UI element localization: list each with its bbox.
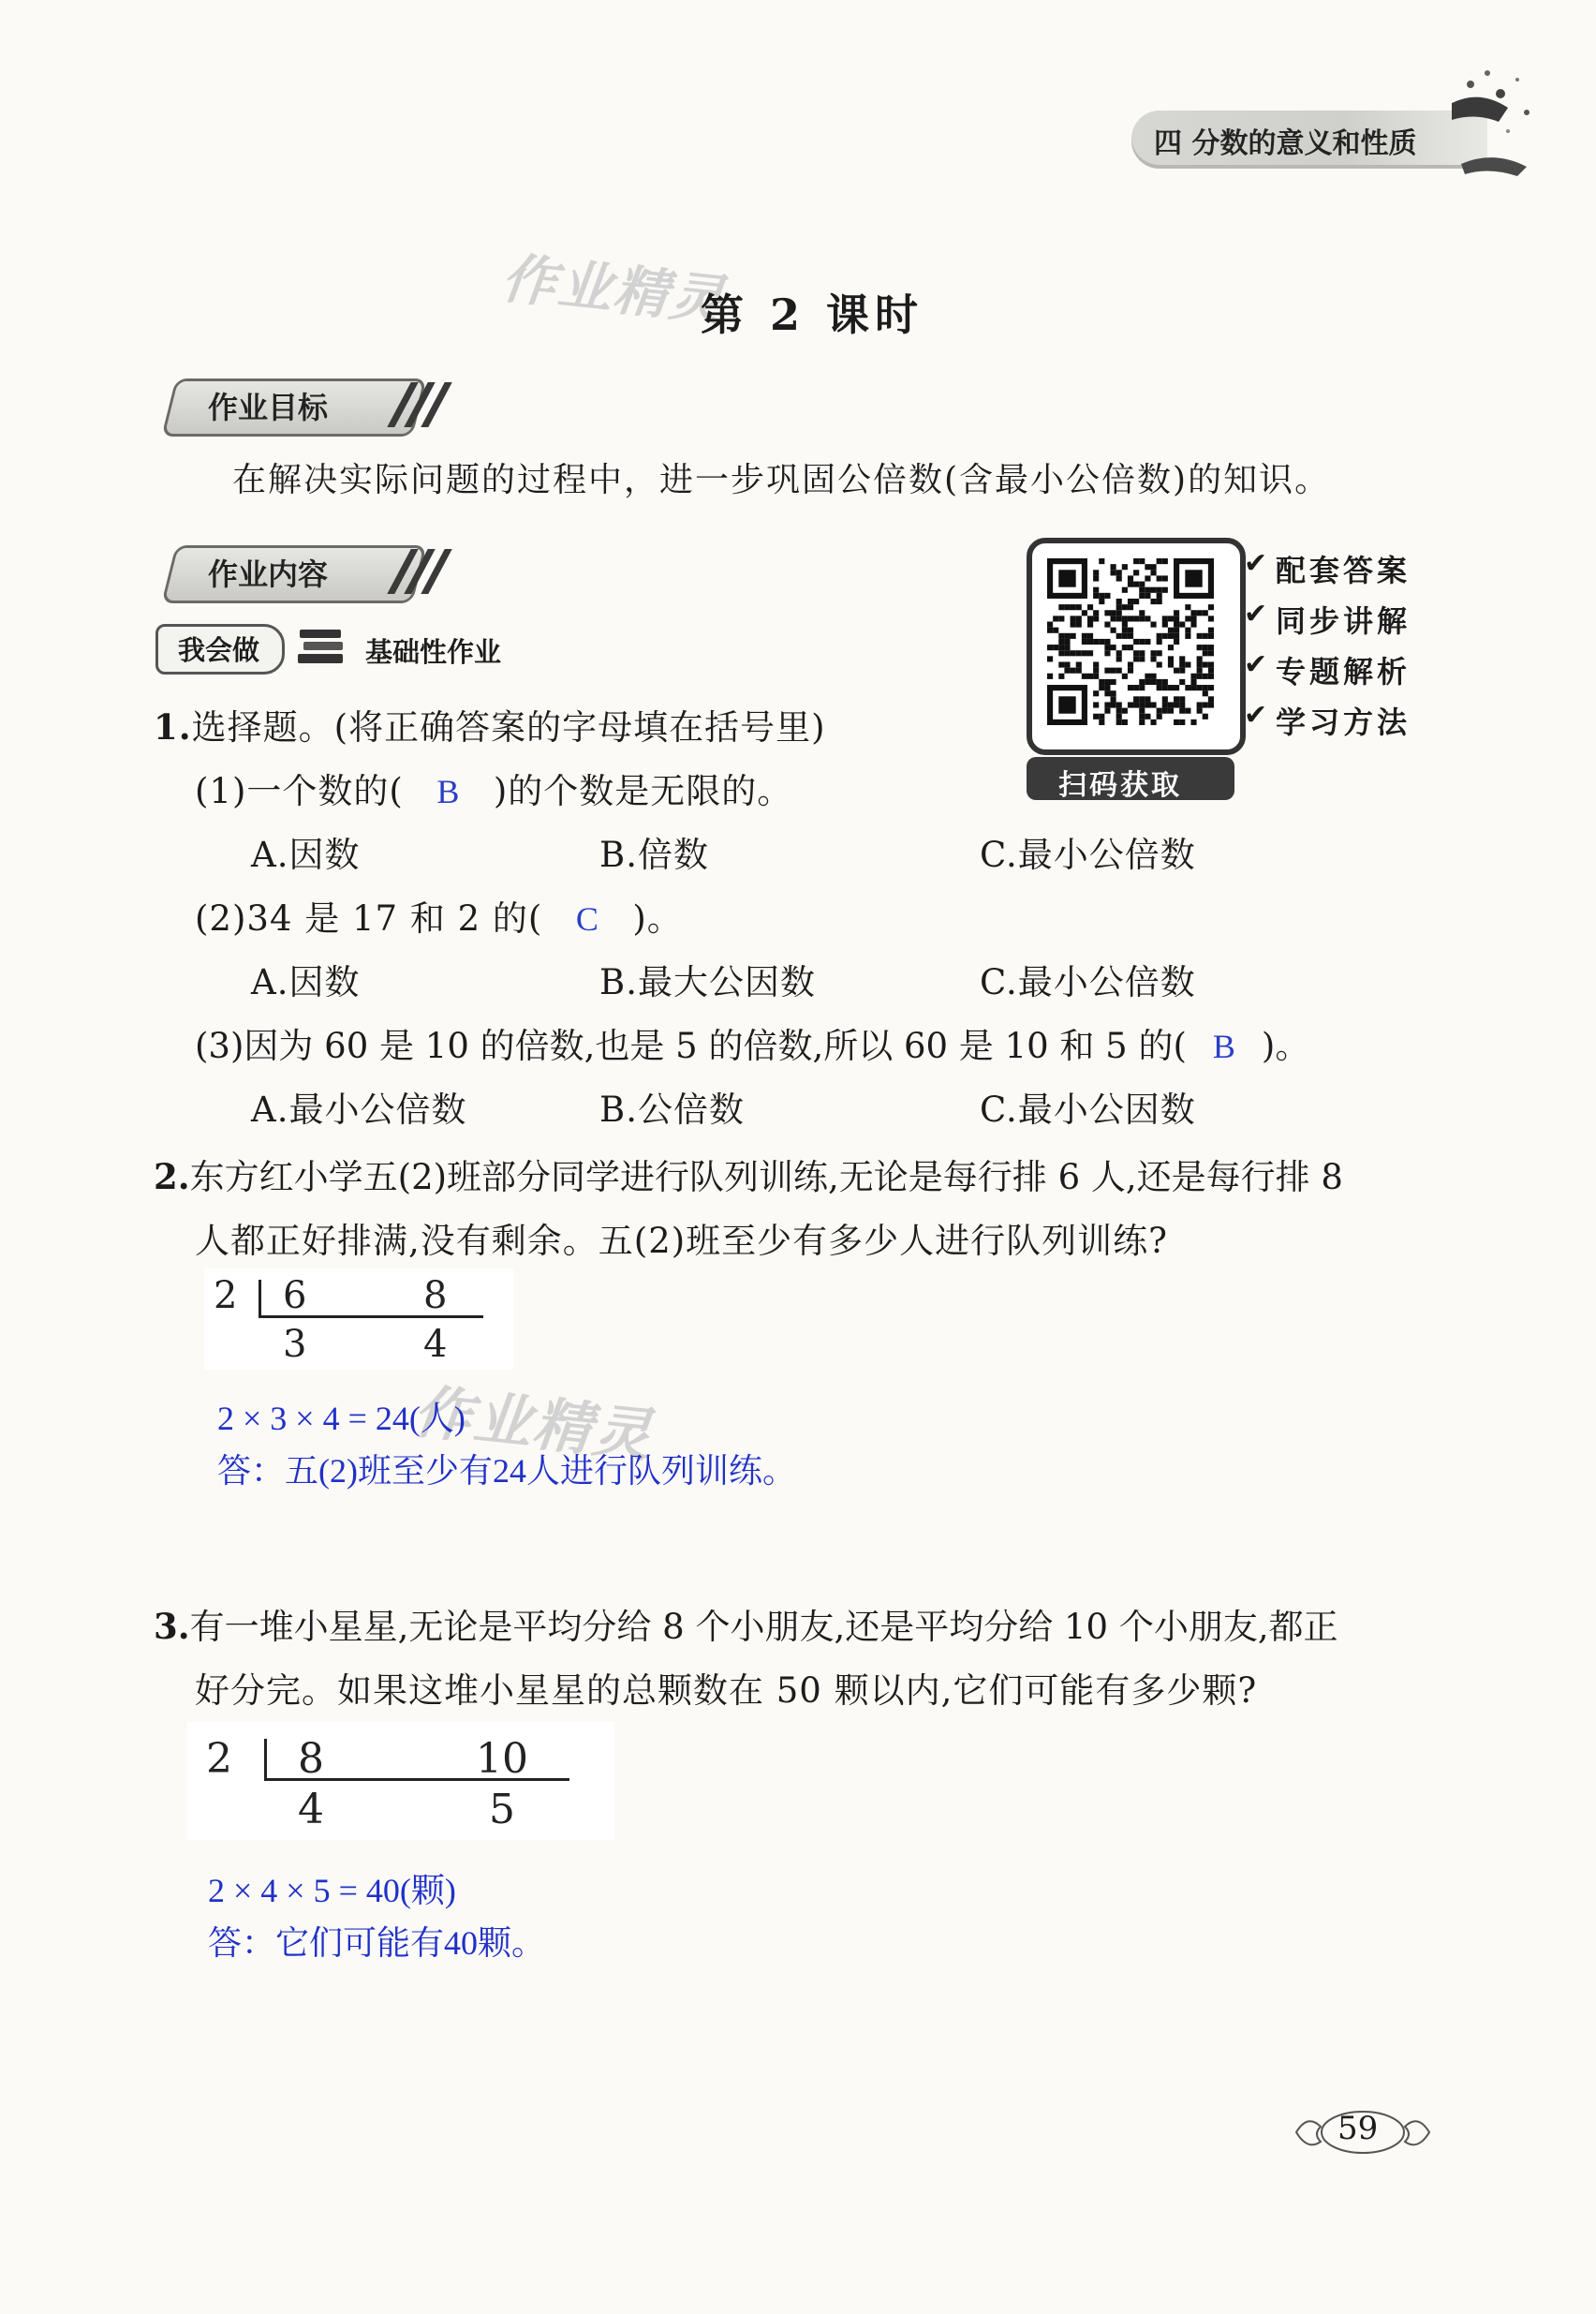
wohui-badge-label: 我会做: [178, 634, 260, 666]
q1-item-3-answer: B: [1212, 1028, 1235, 1065]
division-bar: [259, 1280, 261, 1317]
q1-item-1-answer: B: [436, 773, 461, 810]
q3-calculation: 2 × 4 × 5 = 40(颗): [208, 1872, 456, 1909]
division-top-1: 8: [298, 1735, 324, 1783]
question-1-stem: [154, 699, 826, 749]
check-icon: ✔: [1244, 598, 1268, 630]
division-divisor: 2: [206, 1735, 232, 1783]
division-bar: [264, 1739, 267, 1780]
q1-item-2-answer: C: [575, 900, 599, 938]
q1-item-1-option-b: B.倍数: [599, 835, 709, 875]
question-3-text-1: 有一堆小星星,无论是平均分给 8 个小朋友,还是平均分给 10 个小朋友,都正: [189, 1607, 1338, 1647]
q1-item-2-option-c: C.最小公倍数: [980, 962, 1196, 1002]
q1-item-1: [195, 763, 792, 813]
division-divisor: 2: [214, 1274, 238, 1317]
question-3-line-2: 好分完。如果这堆小星星的总颗数在 50 颗以内,它们可能有多少颗?: [195, 1670, 1258, 1711]
division-top-2: 10: [476, 1735, 528, 1783]
qr-feature-answers: 配套答案: [1276, 553, 1411, 588]
q1-item-3-pre: (3)因为 60 是 10 的倍数,也是 5 的倍数,所以 60 是 10 和 5 的(: [195, 1026, 1187, 1066]
q2-calculation: 2 × 3 × 4 = 24(人): [217, 1400, 466, 1437]
q1-item-3: [195, 1017, 1309, 1068]
q1-item-1-post: )的个数是无限的。: [493, 771, 793, 811]
q1-item-2-option-a: A.因数: [251, 962, 361, 1002]
division-work-q3: [187, 1722, 614, 1840]
q1-item-3-option-c: C.最小公因数: [980, 1090, 1196, 1130]
check-icon: ✔: [1244, 699, 1268, 732]
q1-item-1-pre: (1)一个数的(: [195, 771, 404, 811]
watermark: 作业精灵: [410, 1376, 657, 1471]
qr-feature-explain: 同步讲解: [1276, 603, 1411, 639]
qr-code-icon[interactable]: [1047, 558, 1214, 725]
q1-item-3-option-b: B.公倍数: [599, 1090, 745, 1130]
goal-tag-label: 作业目标: [208, 390, 329, 425]
division-work-q2: [204, 1268, 513, 1370]
q1-item-2-post: )。: [632, 898, 683, 939]
question-1-text: 选择题。(将正确答案的字母填在括号里): [191, 707, 826, 748]
division-top-1: 6: [283, 1274, 307, 1317]
q1-item-2: [195, 890, 683, 941]
q1-item-2-option-b: B.最大公因数: [599, 962, 816, 1002]
question-number: 1.: [154, 706, 192, 748]
basic-assignment-label: 基础性作业: [365, 636, 502, 668]
books-icon: [296, 626, 348, 669]
check-icon: ✔: [1244, 547, 1268, 580]
qr-feature-topics: 专题解析: [1276, 654, 1411, 690]
q1-item-2-pre: (2)34 是 17 和 2 的(: [195, 898, 543, 939]
question-number: 3.: [154, 1606, 190, 1647]
division-top-2: 8: [423, 1274, 448, 1317]
q1-item-3-option-a: A.最小公倍数: [251, 1090, 467, 1130]
ink-splash-decoration: [1442, 56, 1555, 187]
scan-button-label: 扫码获取: [1058, 769, 1182, 802]
division-bottom-1: 4: [298, 1786, 324, 1833]
question-2-line-2: 人都正好排满,没有剩余。五(2)班至少有多少人进行队列训练?: [195, 1221, 1169, 1261]
page-number: 59: [1337, 2110, 1379, 2147]
q1-item-1-option-c: C.最小公倍数: [980, 835, 1196, 875]
q2-answer: 答：五(2)班至少有24人进行队列训练。: [217, 1452, 796, 1490]
check-icon: ✔: [1244, 648, 1268, 681]
question-number: 2.: [154, 1156, 190, 1197]
division-bottom-2: 4: [423, 1323, 448, 1366]
question-2-text-1: 东方红小学五(2)班部分同学进行队列训练,无论是每行排 6 人,还是每行排 8: [189, 1157, 1343, 1197]
division-bottom-2: 5: [489, 1786, 515, 1833]
chapter-title: 四 分数的意义和性质: [1154, 127, 1417, 160]
goal-text: 在解决实际问题的过程中，进一步巩固公倍数(含最小公倍数)的知识。: [232, 461, 1331, 499]
q1-item-1-option-a: A.因数: [251, 835, 361, 875]
watermark: 作业精灵: [498, 245, 730, 334]
qr-feature-methods: 学习方法: [1276, 705, 1411, 740]
question-2-line-1: [154, 1149, 1343, 1199]
content-tag-label: 作业内容: [208, 556, 329, 592]
q3-answer: 答：它们可能有40颗。: [208, 1924, 546, 1962]
question-3-line-1: [154, 1598, 1338, 1649]
division-bottom-1: 3: [283, 1323, 307, 1366]
q1-item-3-post: )。: [1261, 1026, 1310, 1066]
lesson-title: 第 2 课时: [701, 289, 924, 340]
